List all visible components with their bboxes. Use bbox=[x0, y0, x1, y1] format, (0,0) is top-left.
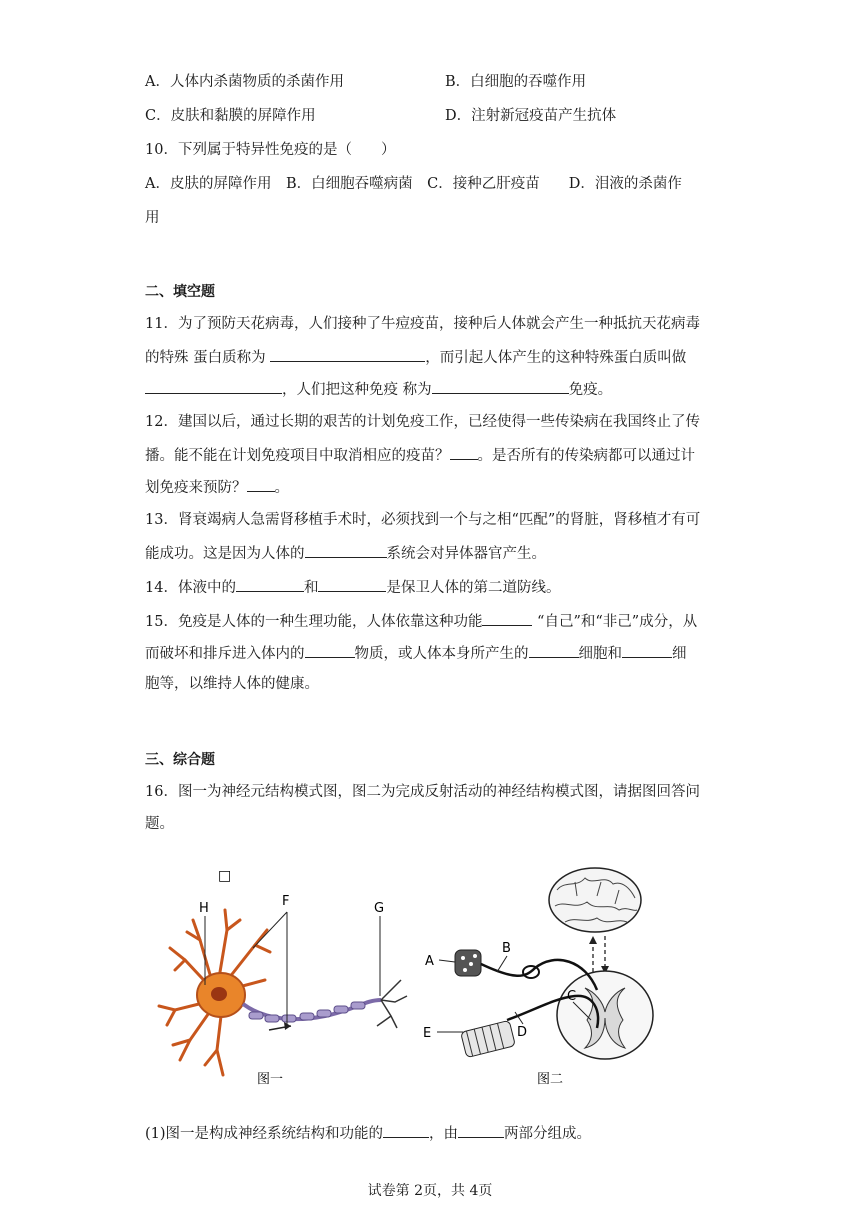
neuron-reflex-figure bbox=[145, 860, 725, 1100]
answer-blank[interactable] bbox=[450, 444, 478, 460]
answer-blank[interactable] bbox=[432, 378, 569, 394]
neuron-diagram bbox=[159, 894, 407, 1087]
fig2-caption: 图二 bbox=[537, 1072, 564, 1087]
answer-blank[interactable] bbox=[270, 346, 425, 362]
q13-line2: 能成功。这是因为人体的 系统会对异体器官产生。 bbox=[145, 542, 546, 564]
label-h: H bbox=[199, 901, 209, 916]
section-3-title: 三、综合题 bbox=[145, 752, 215, 768]
answer-blank[interactable] bbox=[622, 642, 672, 658]
answer-blank[interactable] bbox=[305, 642, 355, 658]
q11-line1: 11．为了预防天花病毒，人们接种了牛痘疫苗，接种后人体就会产生一种抵抗天花病毒 bbox=[145, 316, 700, 332]
q10-options-wrap: 用 bbox=[145, 210, 160, 226]
answer-blank[interactable] bbox=[247, 476, 275, 492]
reflex-arc-diagram bbox=[423, 868, 653, 1087]
q12-line1: 12．建国以后，通过长期的艰苦的计划免疫工作，已经使得一些传染病在我国终止了传 bbox=[145, 414, 700, 430]
answer-blank[interactable] bbox=[383, 1122, 429, 1138]
q16-sub1: (1)图一是构成神经系统结构和功能的 ，由 两部分组成。 bbox=[145, 1122, 591, 1144]
label-c: C bbox=[567, 989, 577, 1004]
answer-blank[interactable] bbox=[458, 1122, 504, 1138]
q9-option-c: C．皮肤和黏膜的屏障作用 bbox=[145, 108, 316, 124]
q16-line1: 16．图一为神经元结构模式图，图二为完成反射活动的神经结构模式图，请据图回答问 bbox=[145, 784, 700, 800]
q13-line1: 13．肾衰竭病人急需肾移植手术时，必须找到一个与之相“匹配”的肾脏，肾移植才有可 bbox=[145, 512, 701, 528]
answer-blank[interactable] bbox=[529, 642, 579, 658]
q9-option-b: B．白细胞的吞噬作用 bbox=[445, 74, 587, 90]
page-footer: 试卷第 2页，共 4页 bbox=[367, 1183, 493, 1199]
q11-line2: 的特殊 蛋白质称为 ，而引起人体产生的这种特殊蛋白质叫做 bbox=[145, 346, 686, 368]
q11-line3: ，人们把这种免疫 称为 免疫。 bbox=[145, 378, 612, 400]
section-2-title: 二、填空题 bbox=[145, 284, 215, 300]
muscle-effector bbox=[461, 1020, 516, 1057]
label-b: B bbox=[502, 941, 511, 956]
answer-blank[interactable] bbox=[305, 542, 387, 558]
q9-option-a: A．人体内杀菌物质的杀菌作用 bbox=[145, 74, 344, 90]
fig1-caption: 图一 bbox=[257, 1072, 284, 1087]
q14-line: 14．体液中的 和 是保卫人体的第二道防线。 bbox=[145, 576, 560, 598]
box-symbol: □ bbox=[218, 868, 232, 884]
answer-blank[interactable] bbox=[318, 576, 386, 592]
q12-line2: 播。能不能在计划免疫项目中取消相应的疫苗？ 。是否所有的传染病都可以通过计 bbox=[145, 444, 695, 466]
label-f: F bbox=[282, 894, 290, 909]
q15-line1: 15．免疫是人体的一种生理功能，人体依靠这种功能 “自己”和“非己”成分，从 bbox=[145, 610, 697, 632]
q16-line2: 题。 bbox=[145, 816, 174, 832]
label-d: D bbox=[517, 1025, 528, 1040]
answer-blank[interactable] bbox=[482, 610, 532, 626]
q10-stem: 10．下列属于特异性免疫的是（ ） bbox=[145, 142, 396, 158]
answer-blank[interactable] bbox=[145, 378, 282, 394]
q12-line3: 划免疫来预防？ 。 bbox=[145, 476, 289, 498]
q15-line3: 胞等，以维持人体的健康。 bbox=[145, 676, 319, 692]
q9-option-d: D．注射新冠疫苗产生抗体 bbox=[445, 108, 617, 124]
q10-options: A．皮肤的屏障作用 B．白细胞吞噬病菌 C．接种乙肝疫苗 D．泪液的杀菌作 bbox=[145, 176, 682, 192]
label-a: A bbox=[425, 954, 434, 969]
label-g: G bbox=[374, 901, 385, 916]
label-e: E bbox=[423, 1026, 432, 1041]
answer-blank[interactable] bbox=[236, 576, 304, 592]
q15-line2: 而破坏和排斥进入体内的 物质，或人体本身所产生的 细胞和 细 bbox=[145, 642, 687, 664]
